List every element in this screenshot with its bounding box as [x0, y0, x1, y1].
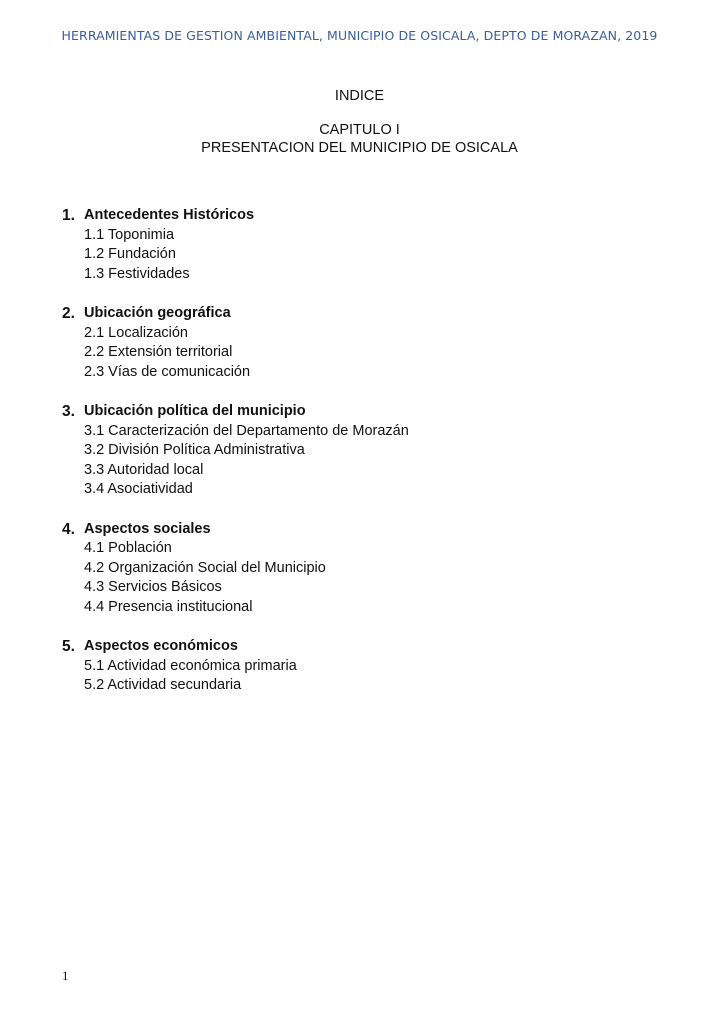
toc-item: 2.1 Localización — [84, 324, 188, 341]
toc-section-2 — [62, 304, 662, 382]
section-number: 4. — [62, 520, 75, 538]
toc-section-4 — [62, 520, 662, 618]
toc-section-1 — [62, 206, 662, 284]
section-number: 3. — [62, 403, 75, 420]
toc-item: 1.3 Festividades — [84, 265, 190, 282]
toc-item: 3.4 Asociatividad — [84, 481, 193, 497]
toc-item: 2.2 Extensión territorial — [84, 344, 233, 360]
section-number: 2. — [62, 305, 75, 322]
toc-item: 3.3 Autoridad local — [84, 461, 204, 478]
toc-section-heading — [62, 402, 662, 422]
toc-section-5 — [62, 637, 662, 696]
toc-item: 1.2 Fundación — [84, 246, 176, 262]
toc-section-heading — [62, 520, 662, 540]
toc-section-heading — [62, 206, 662, 226]
chapter-label: CAPITULO I — [319, 122, 400, 138]
toc-item: 3.1 Caracterización del Departamento de Morazán — [84, 422, 409, 439]
toc-item: 5.2 Actividad secundaria — [84, 677, 242, 693]
toc-item: 3.2 División Política Administrativa — [84, 442, 305, 458]
toc-item: 4.4 Presencia institucional — [84, 598, 253, 615]
section-number: 5. — [62, 638, 75, 655]
toc-item: 4.2 Organización Social del Municipio — [84, 559, 326, 576]
section-title: Aspectos económicos — [84, 638, 238, 654]
chapter-heading — [0, 121, 719, 157]
section-title: Antecedentes Históricos — [84, 207, 255, 223]
section-title: Ubicación geográfica — [84, 305, 231, 321]
toc-item: 4.3 Servicios Básicos — [84, 579, 222, 595]
toc-section-heading — [62, 304, 662, 324]
page-number: 1 — [62, 968, 69, 983]
index-title: INDICE — [334, 88, 385, 104]
toc-section-heading — [62, 637, 662, 657]
section-number: 1. — [62, 207, 75, 224]
chapter-subtitle: PRESENTACION DEL MUNICIPIO DE OSICALA — [201, 140, 518, 156]
toc-item: 2.3 Vías de comunicación — [84, 363, 251, 380]
running-header: HERRAMIENTAS DE GESTION AMBIENTAL, MUNICIPIO DE OSICALA, DEPTO DE MORAZAN, 2019 — [61, 28, 658, 43]
toc-item: 4.1 Población — [84, 540, 172, 556]
toc-item: 5.1 Actividad económica primaria — [84, 657, 297, 674]
section-title: Aspectos sociales — [84, 520, 211, 537]
section-title: Ubicación política del municipio — [84, 403, 306, 419]
toc-section-3 — [62, 402, 662, 500]
toc-item: 1.1 Toponimia — [84, 226, 175, 243]
table-of-contents — [62, 206, 662, 716]
